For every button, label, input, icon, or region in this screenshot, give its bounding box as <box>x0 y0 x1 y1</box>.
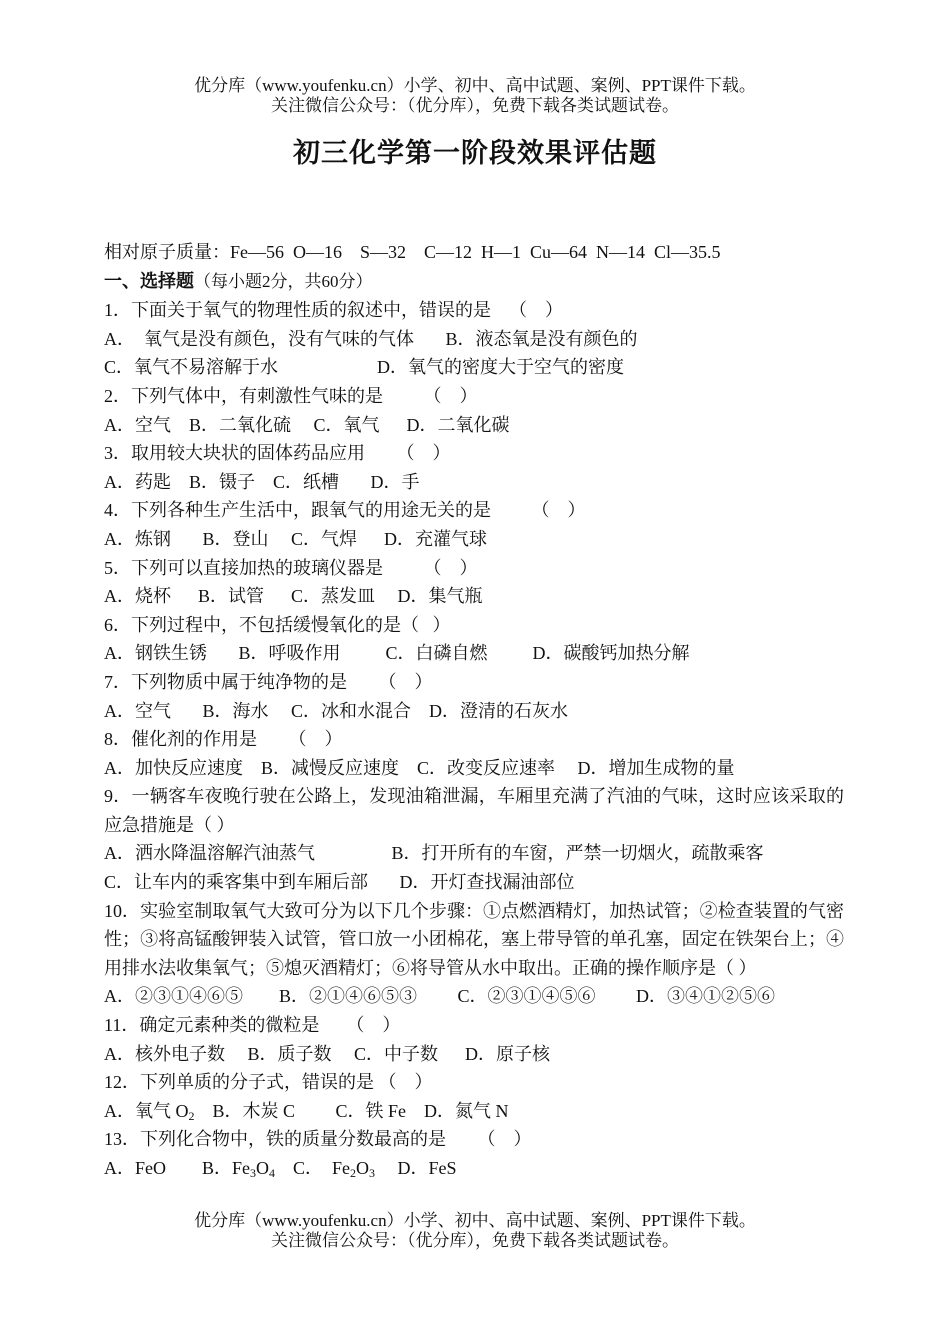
subscript: 2 <box>188 1108 195 1123</box>
question-options: A．钢铁生锈 B．呼吸作用 C．白磷自燃 D．碳酸钙加热分解 <box>104 643 690 664</box>
option-a: A．氧气 O <box>104 1100 189 1121</box>
question-10 <box>104 897 844 1011</box>
section-heading <box>104 267 844 297</box>
page-header <box>0 76 950 116</box>
option-a-b: A．FeO B．Fe <box>104 1158 251 1178</box>
page-footer <box>0 1211 950 1251</box>
question-13 <box>104 1125 844 1182</box>
footer-line-1: 优分库（www.youfenku.cn）小学、初中、高中试题、案例、PPT课件下载。 <box>194 1211 756 1230</box>
exam-body <box>104 238 844 1183</box>
question-2 <box>104 382 844 439</box>
question-options: C．氧气不易溶解于水 D．氧气的密度大于空气的密度 <box>104 357 625 378</box>
question-stem: 4．下列各种生产生活中，跟氧气的用途无关的是 （ ） <box>104 500 586 521</box>
question-options: A．烧杯 B．试管 C．蒸发皿 D．集气瓶 <box>104 586 483 607</box>
option-c: C． Fe <box>275 1158 351 1178</box>
header-line-1: 优分库（www.youfenku.cn）小学、初中、高中试题、案例、PPT课件下载。 <box>194 76 756 95</box>
question-options: A．空气 B．海水 C．冰和水混合 D．澄清的石灰水 <box>104 700 569 721</box>
question-options <box>104 1097 844 1126</box>
question-7 <box>104 668 844 725</box>
formula-part: O <box>256 1158 270 1178</box>
question-options: A．洒水降温溶解汽油蒸气 B．打开所有的车窗，严禁一切烟火，疏散乘客 <box>104 843 764 864</box>
question-8 <box>104 725 844 782</box>
question-options: A．炼钢 B．登山 C．气焊 D．充灌气球 <box>104 528 488 549</box>
question-4 <box>104 496 844 553</box>
question-options: A．药匙 B．镊子 C．纸槽 D．手 <box>104 471 420 492</box>
question-options: A．②③①④⑥⑤ B．②①④⑥⑤③ C．②③①④⑤⑥ D．③④①②⑤⑥ <box>104 986 776 1007</box>
question-options: A．核外电子数 B．质子数 C．中子数 D．原子核 <box>104 1043 551 1064</box>
question-options: A．空气 B．二氧化硫 C．氧气 D．二氧化碳 <box>104 414 510 435</box>
question-stem: 12．下列单质的分子式，错误的是 （ ） <box>104 1072 433 1093</box>
options-rest: B．木炭 C C．铁 Fe D．氮气 N <box>194 1100 509 1121</box>
question-1 <box>104 296 844 382</box>
question-3 <box>104 439 844 496</box>
question-9 <box>104 782 844 896</box>
question-options: A．加快反应速度 B．减慢反应速度 C．改变反应速率 D．增加生成物的量 <box>104 757 735 778</box>
footer-line-2: 关注微信公众号：（优分库），免费下载各类试题试卷。 <box>271 1231 679 1250</box>
subscript: 3 <box>369 1166 376 1180</box>
question-stem: 1．下面关于氧气的物理性质的叙述中，错误的是 （ ） <box>104 300 563 321</box>
question-stem: 8．催化剂的作用是 （ ） <box>104 729 343 750</box>
question-12 <box>104 1068 844 1125</box>
question-6 <box>104 611 844 668</box>
subscript: 2 <box>350 1166 357 1180</box>
option-d: D．FeS <box>375 1158 457 1178</box>
question-stem: 10．实验室制取氧气大致可分为以下几个步骤：①点燃酒精灯，加热试管；②检查装置的气密性；③将高锰酸钾装入试管，管口放一小团棉花，塞上带导管的单孔塞，固定在铁架台上；④用排水法收集氧气；⑤熄灭酒精灯；⑥将导管从水中取出。正确的操作顺序是（ ） <box>104 900 844 978</box>
question-options: C．让车内的乘客集中到车厢后部 D．开灯查找漏油部位 <box>104 872 575 893</box>
subscript: 3 <box>250 1166 257 1180</box>
question-stem: 6．下列过程中，不包括缓慢氧化的是（ ） <box>104 614 451 635</box>
question-stem: 7．下列物质中属于纯净物的是 （ ） <box>104 671 433 692</box>
page-title: 初三化学第一阶段效果评估题 <box>293 138 657 169</box>
question-options: A． 氧气是没有颜色，没有气味的气体 B．液态氧是没有颜色的 <box>104 328 638 349</box>
question-stem: 3．取用较大块状的固体药品应用 （ ） <box>104 443 451 464</box>
section-note: （每小题2分，共60分） <box>194 271 373 291</box>
question-options <box>104 1154 844 1183</box>
atomic-masses: 相对原子质量：Fe—56 O—16 S—32 C—12 H—1 Cu—64 N—14 Cl—35.5 <box>104 242 721 262</box>
question-stem: 11．确定元素种类的微粒是 （ ） <box>104 1015 401 1036</box>
section-title: 一、选择题 <box>104 270 194 292</box>
question-5 <box>104 554 844 611</box>
question-11 <box>104 1011 844 1068</box>
formula-part: O <box>356 1158 370 1178</box>
question-stem: 5．下列可以直接加热的玻璃仪器是 （ ） <box>104 557 478 578</box>
question-stem: 2．下列气体中，有刺激性气味的是 （ ） <box>104 385 478 406</box>
header-line-2: 关注微信公众号：（优分库），免费下载各类试题试卷。 <box>271 96 679 115</box>
question-stem: 13．下列化合物中，铁的质量分数最高的是 （ ） <box>104 1129 532 1150</box>
subscript: 4 <box>269 1166 276 1180</box>
question-stem: 9．一辆客车夜晚行驶在公路上，发现油箱泄漏，车厢里充满了汽油的气味，这时应该采取的应急措施是（ ） <box>104 786 844 835</box>
